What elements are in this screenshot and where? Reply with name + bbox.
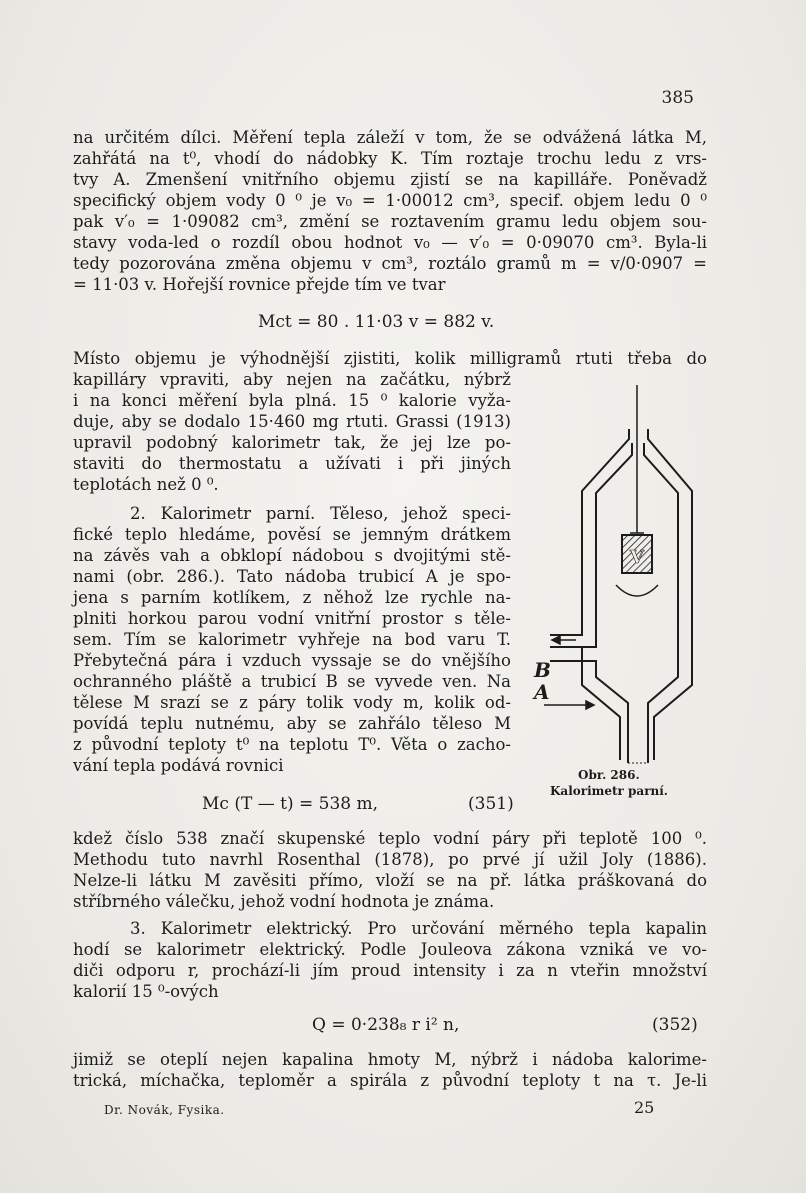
text-line: trická, míchačka, teploměr a spirála z původní teploty t na τ. Je-li <box>73 1071 707 1090</box>
text-line: Methodu tuto navrhl Rosenthal (1878), po prvé jí užil Joly (1886). <box>73 850 707 869</box>
text-line: na určitém dílci. Měření tepla záleží v tom, že se odvážená látka M, <box>73 128 707 147</box>
footer-signature-number: 25 <box>634 1098 655 1117</box>
text-line: kapilláry vpraviti, aby nejen na začátku, nýbrž <box>73 370 511 389</box>
steam-calorimeter-figure <box>530 385 700 775</box>
text-line: tvy A. Zmenšení vnitřního objemu zjistí se na kapilláře. Poněvadž <box>73 170 707 189</box>
figure-label-v: V <box>630 547 644 568</box>
text-line: = 11·03 v. Hořejší rovnice přejde tím ve tvar <box>73 275 446 294</box>
page-number: 385 <box>661 88 694 108</box>
text-line: z původní teploty t⁰ na teplotu T⁰. Věta o zacho- <box>73 735 511 754</box>
text-line: fické teplo hledáme, pověsí se jemným drátkem <box>73 525 511 544</box>
equation-351: Mc (T — t) = 538 m, <box>202 794 379 814</box>
figure-caption-number: Obr. 286. <box>578 768 640 782</box>
figure-label-a: A <box>534 680 550 704</box>
text-line: ochranného pláště a trubicí B se vyvede ven. Na <box>73 672 511 691</box>
equation-number-352: (352) <box>652 1015 698 1035</box>
text-line: zahřátá na t⁰, vhodí do nádobky K. Tím roztaje trochu ledu z vrs- <box>73 149 707 168</box>
text-line: jimiž se oteplí nejen kapalina hmoty M, nýbrž i nádoba kalorime- <box>73 1050 707 1069</box>
text-line: vání tepla podává rovnici <box>73 756 284 775</box>
text-line: na závěs vah a obklopí nádobou s dvojitými stě- <box>73 546 511 565</box>
figure-caption-title: Kalorimetr parní. <box>550 784 668 798</box>
text-line: upravil podobný kalorimetr tak, že jej lze po- <box>73 433 511 452</box>
footer-author: Dr. Novák, Fysika. <box>104 1103 225 1117</box>
text-line: jena s parním kotlíkem, z něhož lze rychle na- <box>73 588 511 607</box>
text-line: tedy pozorována změna objemu v cm³, roztálo gramů m = v/0·0907 = <box>73 254 707 273</box>
text-line: plniti horkou parou vodní vnitřní prostor s těle- <box>73 609 511 628</box>
text-line: stříbrného válečku, jehož vodní hodnota je známa. <box>73 892 495 911</box>
text-line: Nelze-li látku M zavěsiti přímo, vloží se na př. látka práškovaná do <box>73 871 707 890</box>
text-line: specifický objem vody 0 ⁰ je v₀ = 1·00012 cm³, specif. objem ledu 0 ⁰ <box>73 191 707 210</box>
equation-number-351: (351) <box>468 794 514 814</box>
text-line: staviti do thermostatu a užívati i při jiných <box>73 454 511 473</box>
text-line: stavy voda-led o rozdíl obou hodnot v₀ — v′₀ = 0·09070 cm³. Byla-li <box>73 233 707 252</box>
text-line: teplotách než 0 ⁰. <box>73 475 219 494</box>
text-line: tělese M srazí se z páry tolik vody m, kolik od- <box>73 693 511 712</box>
text-line: povídá teplu nutnému, aby se zahřálo těleso M <box>73 714 511 733</box>
text-line: sem. Tím se kalorimetr vyhřeje na bod varu T. <box>73 630 511 649</box>
text-line: duje, aby se dodalo 15·460 mg rtuti. Grassi (1913) <box>73 412 511 431</box>
equation-mct: Mct = 80 . 11·03 v = 882 v. <box>258 312 495 332</box>
figure-label-b: B <box>534 658 551 682</box>
equation-352: Q = 0·238₈ r i² n, <box>312 1015 460 1035</box>
section-heading-line: 3. Kalorimetr elektrický. Pro určování měrného tepla kapalin <box>130 919 707 938</box>
section-heading-line: 2. Kalorimetr parní. Těleso, jehož speci- <box>130 504 511 523</box>
text-line: kalorií 15 ⁰-ových <box>73 982 219 1001</box>
text-line: diči odporu r, prochází-li jím proud intensity i za n vteřin množství <box>73 961 707 980</box>
text-line: Místo objemu je výhodnější zjistiti, kolik milligramů rtuti třeba do <box>73 349 707 368</box>
text-line: pak v′₀ = 1·09082 cm³, změní se roztavením gramu ledu objem sou- <box>73 212 707 231</box>
text-line: Přebytečná pára i vzduch vyssaje se do vnějšího <box>73 651 511 670</box>
text-line: i na konci měření byla plná. 15 ⁰ kalorie vyža- <box>73 391 511 410</box>
text-line: nami (obr. 286.). Tato nádoba trubicí A je spo- <box>73 567 511 586</box>
text-line: hodí se kalorimetr elektrický. Podle Jouleova zákona vzniká ve vo- <box>73 940 707 959</box>
text-line: kdež číslo 538 značí skupenské teplo vodní páry při teplotě 100 ⁰. <box>73 829 707 848</box>
